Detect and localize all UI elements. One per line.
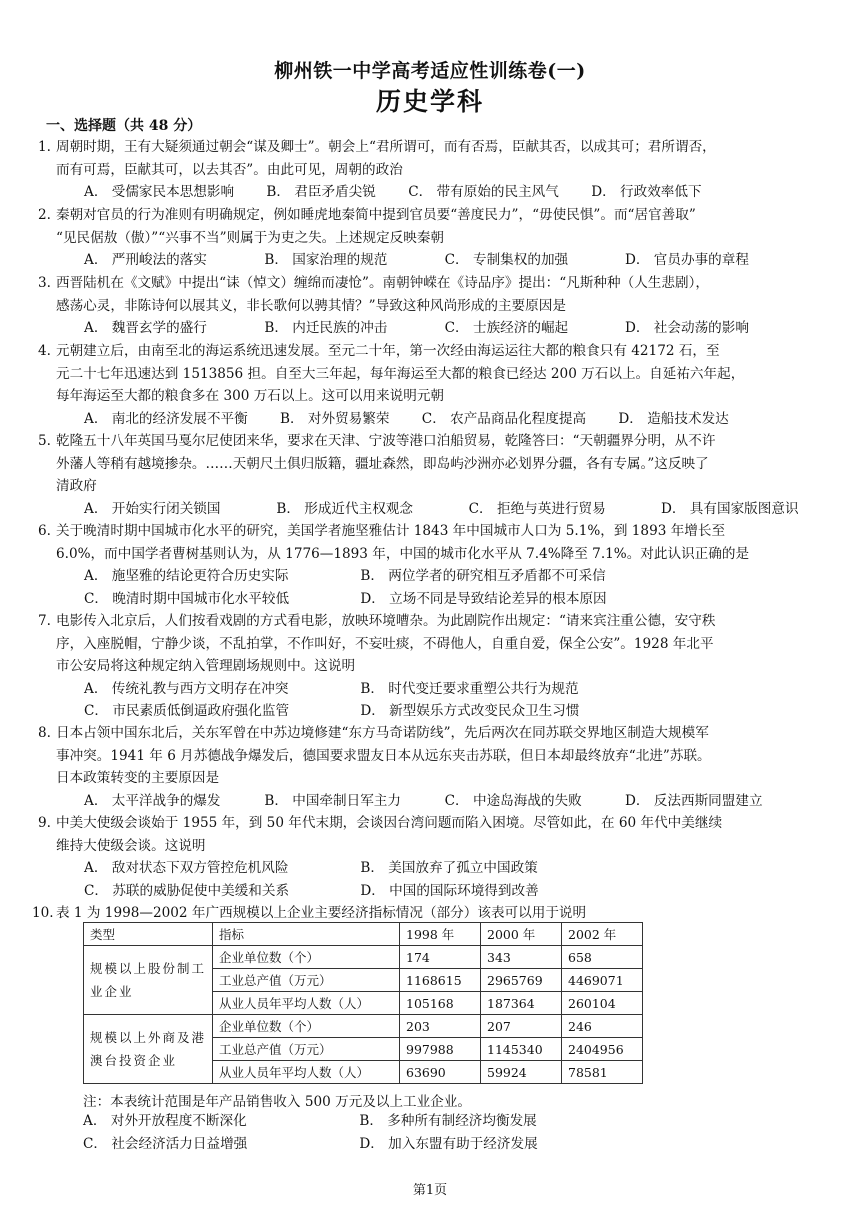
option-d: D． 中国的国际环境得到改善	[360, 882, 539, 899]
table-cell: 工业总产值（万元）	[213, 1038, 400, 1061]
option-b: B． 时代变迁要求重塑公共行为规范	[360, 680, 579, 697]
option-c: C． 社会经济活力日益增强	[83, 1135, 248, 1152]
page-number: 第1页	[412, 1183, 448, 1198]
question-stem-line: 事冲突。1941 年 6 月苏德战争爆发后，德国要求盟友日本从远东夹击苏联，但日本却最终放弃“北进”苏联。	[56, 747, 711, 764]
table-header-cell: 2000 年	[481, 923, 562, 946]
option-c: C． 士族经济的崛起	[444, 320, 569, 337]
option-a: A． 严刑峻法的落实	[84, 252, 207, 269]
option-b: B． 对外贸易繁荣	[280, 410, 390, 427]
option-d: D． 新型娱乐方式改变民众卫生习惯	[360, 703, 580, 720]
question-stem-line: 元二十七年迅速达到 1513856 担。自至大三年起，每年海运至大都的粮食已经达 200 万石以上。自延祐六年起，	[56, 365, 745, 382]
table-header-cell: 2002 年	[562, 923, 643, 946]
question-number: 1.	[38, 139, 51, 155]
data-table	[83, 922, 643, 1084]
option-d: D． 造船技术发达	[618, 410, 729, 427]
table-header-cell: 1998 年	[400, 923, 481, 946]
section-title: 一、选择题（共 48 分）	[46, 118, 202, 134]
question-stem-line: 中美大使级会谈始于 1955 年，到 50 年代末期，会谈因台湾问题而陷入困境。尽管如此，在 60 年代中美继续	[56, 815, 723, 831]
school-title: 柳州铁一中学高考适应性训练卷(一)	[274, 60, 586, 82]
question-4	[38, 340, 816, 430]
question-3	[38, 272, 816, 340]
question-9	[38, 812, 816, 902]
option-d: D． 加入东盟有助于经济发展	[359, 1135, 538, 1152]
table-header-row	[84, 923, 643, 946]
option-c: C． 苏联的威胁促使中美缓和关系	[84, 882, 290, 899]
question-stem-line: 清政府	[56, 478, 97, 495]
question-stem-line: 而有可焉，臣献其可，以去其否”。由此可见，周朝的政治	[56, 161, 403, 178]
question-stem-line: 乾隆五十八年英国马戛尔尼使团来华，要求在天津、宁波等港口泊船贸易，乾隆答曰：“天朝疆界分明，从不许	[56, 433, 716, 449]
option-a: A． 魏晋玄学的盛行	[84, 320, 207, 337]
option-c: C． 中途岛海战的失败	[444, 792, 582, 809]
option-d: D． 反法西斯同盟建立	[624, 792, 763, 809]
table-type-cell: 规模以上股份制工业企业	[84, 946, 213, 1015]
table-cell: 1145340	[481, 1038, 562, 1061]
option-d: D． 官员办事的章程	[624, 252, 749, 269]
table-row	[84, 1015, 643, 1038]
option-c: C． 农产品商品化程度提高	[421, 410, 587, 427]
table-cell: 997988	[400, 1038, 481, 1061]
question-number: 3.	[38, 275, 51, 291]
question-number: 2.	[38, 207, 51, 223]
question-stem-line: 维持大使级会谈。这说明	[56, 837, 206, 854]
table-cell: 203	[400, 1015, 481, 1038]
option-c: C． 拒绝与英进行贸易	[468, 500, 606, 517]
option-d: D． 立场不同是导致结论差异的根本原因	[360, 590, 607, 607]
table-cell: 260104	[562, 992, 643, 1015]
table-cell: 105168	[400, 992, 481, 1015]
question-1	[38, 136, 816, 204]
option-d: D． 行政效率低下	[591, 184, 702, 201]
table-row	[84, 946, 643, 969]
option-b: B． 内迁民族的冲击	[264, 320, 388, 337]
option-c: C． 晚清时期中国城市化水平较低	[84, 590, 290, 607]
option-a: A． 对外开放程度不断深化	[83, 1113, 247, 1129]
question-stem-line: 每年海运至大都的粮食多在 300 万石以上。这可以用来说明元朝	[56, 388, 445, 405]
table-type-cell: 规模以上外商及港澳台投资企业	[84, 1015, 213, 1084]
table-cell: 2965769	[481, 969, 562, 992]
option-a: A． 传统礼教与西方文明存在冲突	[84, 680, 289, 697]
table-cell: 658	[562, 946, 643, 969]
table-cell: 从业人员年平均人数（人）	[213, 992, 400, 1015]
option-b: B． 形成近代主权观念	[276, 500, 413, 517]
table-cell: 59924	[481, 1061, 562, 1084]
question-stem-line: 外藩人等稍有越境掺杂。……天朝尺土俱归版籍，疆址森然，即岛屿沙洲亦必划界分疆，各有专属。”这反映了	[56, 455, 709, 472]
question-stem-line: 周朝时期，王有大疑须通过朝会“谋及卿士”。朝会上“君所谓可，而有否焉，臣献其否，以成其可；君所谓否，	[56, 139, 716, 155]
question-stem-line: 感荡心灵，非陈诗何以展其义，非长歌何以骋其情？”导致这种风尚形成的主要原因是	[56, 297, 566, 314]
question-stem-line: 6.0%，而中国学者曹树基则认为，从 1776—1893 年，中国的城市化水平从 7.4%降至 7.1%。对此认识正确的是	[56, 545, 750, 562]
question-stem-line: 日本占领中国东北后，关东军曾在中苏边境修建“东方马奇诺防线”，先后两次在同苏联交界地区制造大规模军	[56, 725, 709, 741]
option-c: C． 市民素质低倒逼政府强化监管	[84, 703, 290, 720]
table-header-cell: 类型	[84, 923, 213, 946]
question-2	[38, 204, 816, 272]
option-a: A． 施坚雅的结论更符合历史实际	[84, 568, 289, 585]
question-stem-line: 西晋陆机在《文赋》中提出“诔（悼文）缠绵而凄怆”。南朝钟嵘在《诗品序》提出：“凡斯种种（人生悲剧），	[56, 275, 709, 291]
question-number: 5.	[38, 433, 51, 449]
option-a: A． 南北的经济发展不平衡	[84, 410, 248, 427]
question-5	[38, 430, 816, 520]
question-number: 6.	[38, 523, 51, 539]
table-cell: 2404956	[562, 1038, 643, 1061]
table-cell: 4469071	[562, 969, 643, 992]
table-cell: 1168615	[400, 969, 481, 992]
option-a: A． 太平洋战争的爆发	[84, 792, 221, 809]
option-b: B． 多种所有制经济均衡发展	[359, 1113, 537, 1129]
question-stem-line: 电影传入北京后，人们按看戏剧的方式看电影，放映环境嘈杂。为此剧院作出规定：“请来宾注重公德，安守秩	[56, 613, 716, 629]
table-note: 注：本表统计范围是年产品销售收入 500 万元及以上工业企业。	[83, 1094, 472, 1110]
table-cell: 187364	[481, 992, 562, 1015]
option-b: B． 君臣矛盾尖锐	[266, 184, 376, 201]
question-7	[38, 610, 816, 723]
question-stem-line: “见民倨敖（傲）”“兴事不当”则属于为吏之失。上述规定反映秦朝	[56, 229, 445, 246]
question-number: 8.	[38, 725, 51, 741]
question-stem-line: 秦朝对官员的行为准则有明确规定，例如睡虎地秦简中提到官员要“善度民力”，“毋使民惧”。而“居官善取”	[56, 207, 696, 223]
question-number: 4.	[38, 343, 51, 359]
table-header-cell: 指标	[213, 923, 400, 946]
table-cell: 从业人员年平均人数（人）	[213, 1061, 400, 1084]
option-a: A． 开始实行闭关锁国	[84, 500, 221, 517]
table-note-and-options	[83, 1090, 538, 1155]
table-cell: 343	[481, 946, 562, 969]
question-8	[38, 722, 816, 812]
option-d: D． 具有国家版图意识	[660, 500, 799, 517]
option-a: A． 受儒家民本思想影响	[84, 184, 235, 201]
subject-title: 历史学科	[375, 87, 484, 116]
question-number: 7.	[38, 613, 51, 629]
question-number: 9.	[38, 815, 51, 831]
option-b: B． 中国牵制日军主力	[264, 792, 401, 809]
table-cell: 207	[481, 1015, 562, 1038]
question-stem-line: 序，入座脱帽，宁静少谈，不乱拍掌，不作叫好，不妄吐痰，不碍他人，自重自爱，保全公安”。1928 年北平	[56, 635, 714, 652]
table-cell: 78581	[562, 1061, 643, 1084]
table-cell: 企业单位数（个）	[213, 1015, 400, 1038]
table-cell: 174	[400, 946, 481, 969]
option-b: B． 国家治理的规范	[264, 252, 388, 269]
question-stem-line: 市公安局将这种规定纳入管理剧场规则中。这说明	[56, 658, 356, 675]
option-a: A． 敌对状态下双方管控危机风险	[84, 860, 289, 877]
table-cell: 工业总产值（万元）	[213, 969, 400, 992]
table-cell: 63690	[400, 1061, 481, 1084]
table-cell: 企业单位数（个）	[213, 946, 400, 969]
question-stem-line: 元朝建立后，由南至北的海运系统迅速发展。至元二十年，第一次经由海运运往大都的粮食只有 42172 石，至	[56, 343, 720, 359]
question-stem-line: 表 1 为 1998—2002 年广西规模以上企业主要经济指标情况（部分）该表可以用于说明	[56, 905, 587, 921]
option-c: C． 专制集权的加强	[444, 252, 569, 269]
option-d: D． 社会动荡的影响	[624, 320, 749, 337]
option-b: B． 两位学者的研究相互矛盾都不可采信	[360, 568, 606, 585]
question-number: 10.	[32, 905, 54, 921]
table-cell: 246	[562, 1015, 643, 1038]
question-stem-line: 日本政策转变的主要原因是	[56, 770, 220, 787]
option-b: B． 美国放弃了孤立中国政策	[360, 860, 538, 877]
question-6	[38, 520, 816, 610]
question-stem-line: 关于晚清时期中国城市化水平的研究，美国学者施坚雅估计 1843 年中国城市人口为 5.1%，到 1893 年增长至	[56, 523, 726, 539]
option-c: C． 带有原始的民主风气	[408, 184, 559, 201]
